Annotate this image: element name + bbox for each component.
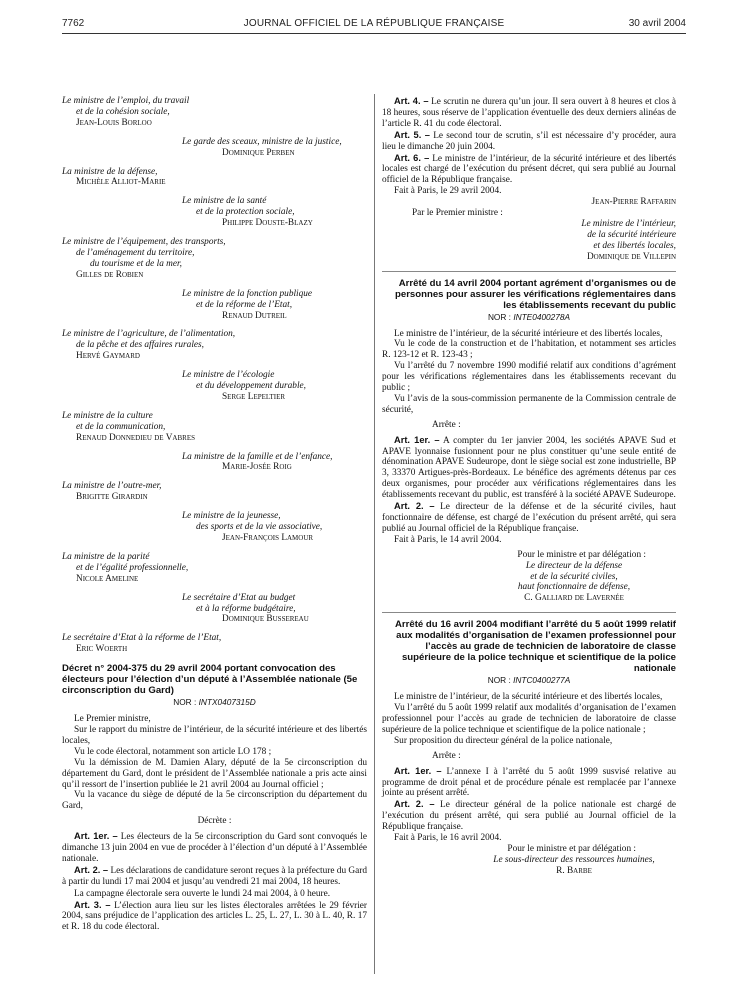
decree-para: Vu la démission de M. Damien Alary, député de la 5e circonscription du département du Gard, dont le président de l’Assemblée nationale a pris acte ainsi qu’il ressort de l’insertion publiée le 21 avril 2004 au Journal officiel ; — [62, 757, 367, 790]
article-text: Le ministre de l’intérieur, de la sécurité intérieure et des libertés locales est chargé de l’exécution du présent décret, qui sera publié au Journal officiel de la République française. — [382, 153, 676, 186]
nor-code: INTE0400278A — [513, 311, 571, 322]
article-text: L’annexe I à l’arrêté du 5 août 1999 susvisé relative au programme de droit pénal et de procédure pénale est remplacée par l’annexe jointe au présent arrêté. — [382, 766, 676, 799]
decree-article — [62, 900, 367, 934]
minister-name: Jean-Louis Borloo — [76, 117, 152, 128]
minister-signature — [62, 329, 367, 362]
decrete-label: Décrète : — [197, 816, 232, 827]
minister-title-line: Le secrétaire d’Etat au budget — [182, 592, 296, 603]
decree-para: Vu la vacance du siège de député de la 5e circonscription du département du Gard, — [62, 790, 367, 812]
decree-para: Vu le code électoral, notamment son article LO 178 ; — [74, 746, 272, 757]
minister-title-line: et du développement durable, — [196, 381, 306, 392]
article-text: La campagne électorale sera ouverte le lundi 24 mai 2004, à 0 heure. — [74, 888, 331, 899]
article-label: Art. 2. – — [394, 501, 435, 512]
minister-name: Jean-François Lamour — [222, 533, 314, 543]
arrete-para: Vu l’arrêté du 7 novembre 1990 modifié relatif aux conditions d’agrément pour les vérifications réglementaires dans les établissements recevant du public ; — [382, 361, 676, 394]
minister-title-line: La ministre de l’outre-mer, — [62, 481, 162, 492]
fait-line: Fait à Paris, le 14 avril 2004. — [394, 534, 502, 545]
minister-name: Renaud Dutreil — [222, 310, 287, 321]
delegation-line: Pour le ministre et par délégation : — [517, 549, 646, 560]
article-label: Art. 2. – — [74, 864, 109, 875]
delegate-line: haut fonctionnaire de défense, — [517, 582, 631, 593]
minister-title-line: Le garde des sceaux, ministre de la justice, — [182, 136, 342, 147]
separator — [382, 271, 676, 272]
minister-signature — [62, 370, 367, 403]
minister-title-line: du tourisme et de la mer, — [90, 258, 182, 269]
article-label: Art. 1er. – — [74, 831, 118, 842]
article-label: Art. 1er. – — [394, 434, 440, 445]
minister-signature — [62, 137, 367, 159]
decree-article — [62, 831, 367, 865]
minister-title-line: Le ministre de l’équipement, des transports, — [62, 237, 226, 248]
page-number: 7762 — [62, 18, 85, 29]
article-label: Art. 3. – — [74, 899, 111, 910]
minister-title-line: Le ministre de la santé — [182, 196, 267, 207]
arrete-title: Arrêté du 16 avril 2004 modifiant l’arrêté du 5 août 1999 relatif aux modalités d’organisation de l’examen professionnel pour l’accès au grade de technicien de laboratoire de classe supérieure de la police technique et scientifique de la police nationale — [395, 619, 676, 675]
minister-signature — [382, 219, 676, 263]
nor-label: NOR : — [487, 675, 511, 686]
signature-block — [62, 96, 367, 655]
minister-name: Philippe Douste-Blazy — [222, 218, 313, 229]
decree-para: Le Premier ministre, — [74, 714, 151, 725]
minister-name: Renaud Donnedieu de Vabres — [76, 432, 195, 443]
arrete-article — [382, 435, 676, 501]
article-label: Art. 4. – — [394, 96, 429, 106]
decree-article — [382, 130, 676, 153]
minister-title-line: Le ministre de la culture — [62, 410, 153, 421]
minister-signature — [62, 511, 367, 544]
delegate-name: C. Galliard de Lavernée — [524, 593, 624, 604]
minister-signature — [62, 633, 367, 655]
minister-title-line: Le secrétaire d’Etat à la réforme de l’Etat, — [62, 633, 222, 644]
minister-name: Michèle Alliot-Marie — [76, 177, 166, 188]
arrete-title: Arrêté du 14 avril 2004 portant agrément d’organismes ou de personnes pour assurer les vérifications réglementaires dans les établissements recevant du public — [395, 277, 676, 311]
minister-title-line: et de la protection sociale, — [196, 207, 295, 218]
delegate-line: Le sous-directeur des ressources humaines, — [493, 854, 655, 865]
article-text: Les déclarations de candidature seront reçues à la préfecture du Gard à partir du lundi 17 mai 2004 et jusqu’au vendredi 21 mai 2004, 18 heures. — [62, 865, 368, 887]
issue-date: 30 avril 2004 — [628, 18, 686, 29]
journal-title: JOURNAL OFFICIEL DE LA RÉPUBLIQUE FRANÇAISE — [243, 18, 505, 29]
minister-line: et des libertés locales, — [593, 240, 676, 251]
minister-name: Dominique Bussereau — [222, 614, 309, 625]
minister-signature — [62, 481, 367, 503]
minister-name: Hervé Gaymard — [76, 351, 140, 362]
arrete-label: Arrête : — [432, 750, 461, 761]
minister-signature — [62, 593, 367, 626]
minister-title-line: de l’aménagement du territoire, — [76, 247, 195, 258]
minister-title-line: La ministre de la défense, — [62, 166, 158, 177]
minister-name: Dominique de Villepin — [586, 251, 676, 262]
minister-name: Serge Lepeltier — [222, 391, 286, 402]
minister-line: Le ministre de l’intérieur, — [581, 218, 676, 229]
right-column — [382, 96, 676, 877]
article-label: Art. 2. – — [394, 799, 435, 810]
arrete-nor — [382, 675, 676, 686]
decree-article — [382, 153, 676, 187]
minister-signature — [62, 452, 367, 474]
article-label: Art. 1er. – — [394, 765, 442, 776]
minister-signature — [62, 411, 367, 444]
minister-title-line: La ministre de la parité — [62, 551, 150, 562]
arrete-para: Vu le code de la construction et de l’habitation, et notamment ses articles R. 123-12 et R. 123-43 ; — [382, 339, 676, 361]
arrete-article — [382, 501, 676, 535]
header-rule — [62, 33, 686, 34]
decree-article — [62, 888, 367, 900]
minister-signature — [62, 167, 367, 189]
minister-name: Marie-Josée Roig — [222, 462, 292, 473]
article-label: Art. 5. – — [394, 129, 430, 140]
arrete-para: Vu l’arrêté du 5 août 1999 relatif aux modalités d’organisation de l’examen professionnel pour l’accès au grade de technicien de laboratoire de classe supérieure de la police technique et scientifique de la police nationale ; — [382, 703, 676, 735]
article-text: Le second tour de scrutin, s’il est nécessaire d’y procéder, aura lieu le dimanche 20 juin 2004. — [382, 130, 677, 152]
arrete-article — [382, 799, 676, 833]
arrete-para: Le ministre de l’intérieur, de la sécurité intérieure et des libertés locales, — [394, 328, 663, 339]
arrete-para: Sur proposition du directeur général de la police nationale, — [394, 735, 613, 746]
decree-article — [382, 96, 676, 130]
nor-code: INTX0407315D — [198, 697, 256, 708]
minister-line: de la sécurité intérieure — [587, 229, 676, 240]
minister-title-line: et de la cohésion sociale, — [76, 106, 170, 117]
decree-nor — [62, 697, 367, 708]
minister-name: Eric Woerth — [76, 644, 128, 655]
minister-signature — [62, 196, 367, 229]
minister-title-line: Le ministre de l’emploi, du travail — [62, 96, 190, 106]
minister-title-line: La ministre de la famille et de l’enfance, — [182, 451, 333, 462]
minister-signature — [62, 96, 367, 129]
minister-name: Nicole Ameline — [76, 573, 139, 584]
nor-code: INTC0400277A — [513, 675, 571, 686]
par-premier-ministre: Par le Premier ministre : — [412, 208, 503, 219]
minister-signature — [62, 289, 367, 322]
minister-title-line: Le ministre de l’agriculture, de l’alimentation, — [62, 329, 236, 340]
article-text: A compter du 1er janvier 2004, les sociétés APAVE Sud et APAVE lyonnaise fusionnent pour ne plus constituer qu’une seule entité de dénomination APAVE Sudeurope, dont le siège social est zone industrielle, BP 3, 33370 Artigues-près-Bordeaux. Le bénéfice des agréments détenus par ces deux organismes, pour procéder aux vérifications réglementaires dans les établissements recevant du public, est transféré à la société APAVE Sudeurope. — [382, 435, 676, 501]
minister-signature — [62, 552, 367, 585]
minister-title-line: Le ministre de la fonction publique — [182, 288, 313, 299]
decree-article — [62, 865, 367, 888]
article-text: Le scrutin ne durera qu’un jour. Il sera ouvert à 8 heures et clos à 18 heures, sous réserve de l’application éventuelle des deux derniers alinéas de l’article R. 41 du code électoral. — [382, 97, 677, 129]
minister-signature — [62, 237, 367, 281]
column-divider — [374, 94, 375, 974]
decree-title: Décret n° 2004-375 du 29 avril 2004 portant convocation des électeurs pour l’élection d’un député à l’Assemblée nationale (5e circonscription du Gard) — [62, 663, 358, 697]
arrete-article — [382, 766, 676, 800]
minister-name: Brigitte Girardin — [76, 492, 148, 503]
minister-name: Gilles de Robien — [76, 269, 144, 280]
arrete-para: Vu l’avis de la sous-commission permanente de la Commission centrale de sécurité, — [382, 393, 676, 415]
article-text: Le directeur de la défense et de la sécurité civiles, haut fonctionnaire de défense, est chargé de l’exécution du présent arrêté, qui sera publié au Journal officiel de la République française. — [382, 502, 677, 534]
delegate-name: R. Barbe — [556, 865, 592, 876]
delegate-line: et de la sécurité civiles, — [530, 571, 618, 582]
fait-line: Fait à Paris, le 16 avril 2004. — [394, 833, 502, 844]
minister-title-line: et à la réforme budgétaire, — [196, 603, 296, 614]
article-label: Art. 6. – — [394, 152, 430, 163]
arrete-label: Arrête : — [432, 419, 461, 430]
decree-para: Sur le rapport du ministre de l’intérieur, de la sécurité intérieure et des libertés locales, — [62, 724, 367, 746]
minister-title-line: Le ministre de l’écologie — [182, 370, 275, 381]
arrete-para: Le ministre de l’intérieur, de la sécurité intérieure et des libertés locales, — [394, 692, 663, 703]
separator — [382, 612, 676, 613]
minister-title-line: des sports et de la vie associative, — [196, 522, 323, 533]
delegate-signature — [382, 561, 676, 605]
left-column — [62, 96, 367, 933]
page-header — [62, 18, 686, 34]
minister-title-line: Le ministre de la jeunesse, — [182, 511, 281, 522]
minister-title-line: de la pêche et des affaires rurales, — [76, 340, 204, 351]
minister-title-line: et de l’égalité professionnelle, — [76, 562, 189, 573]
delegate-line: Le directeur de la défense — [525, 560, 623, 571]
delegate-signature — [382, 855, 676, 877]
article-text: L’élection aura lieu sur les listes électorales arrêtées le 29 février 2004, sans préjudice de l’application des articles L. 25, L. 27, L. 30 à L. 40, R. 17 et R. 18 du code électoral. — [62, 900, 368, 933]
nor-label: NOR : — [487, 311, 511, 322]
article-text: Les électeurs de la 5e circonscription du Gard sont convoqués le dimanche 13 juin 2004 en vue de procéder à l’élection d’un député à l’Assemblée nationale. — [62, 832, 367, 864]
minister-title-line: et de la réforme de l’Etat, — [196, 299, 293, 310]
nor-label: NOR : — [173, 697, 197, 708]
arrete-nor — [382, 312, 676, 323]
article-text: Le directeur général de la police nationale est chargé de l’exécution du présent arrêté, qui sera publié au Journal officiel de la République française. — [382, 800, 676, 833]
fait-line: Fait à Paris, le 29 avril 2004. — [394, 186, 502, 197]
pm-signature: Jean-Pierre Raffarin — [591, 197, 676, 208]
minister-name: Dominique Perben — [222, 147, 295, 158]
delegation-line: Pour le ministre et par délégation : — [507, 843, 636, 854]
minister-title-line: et de la communication, — [76, 421, 166, 432]
